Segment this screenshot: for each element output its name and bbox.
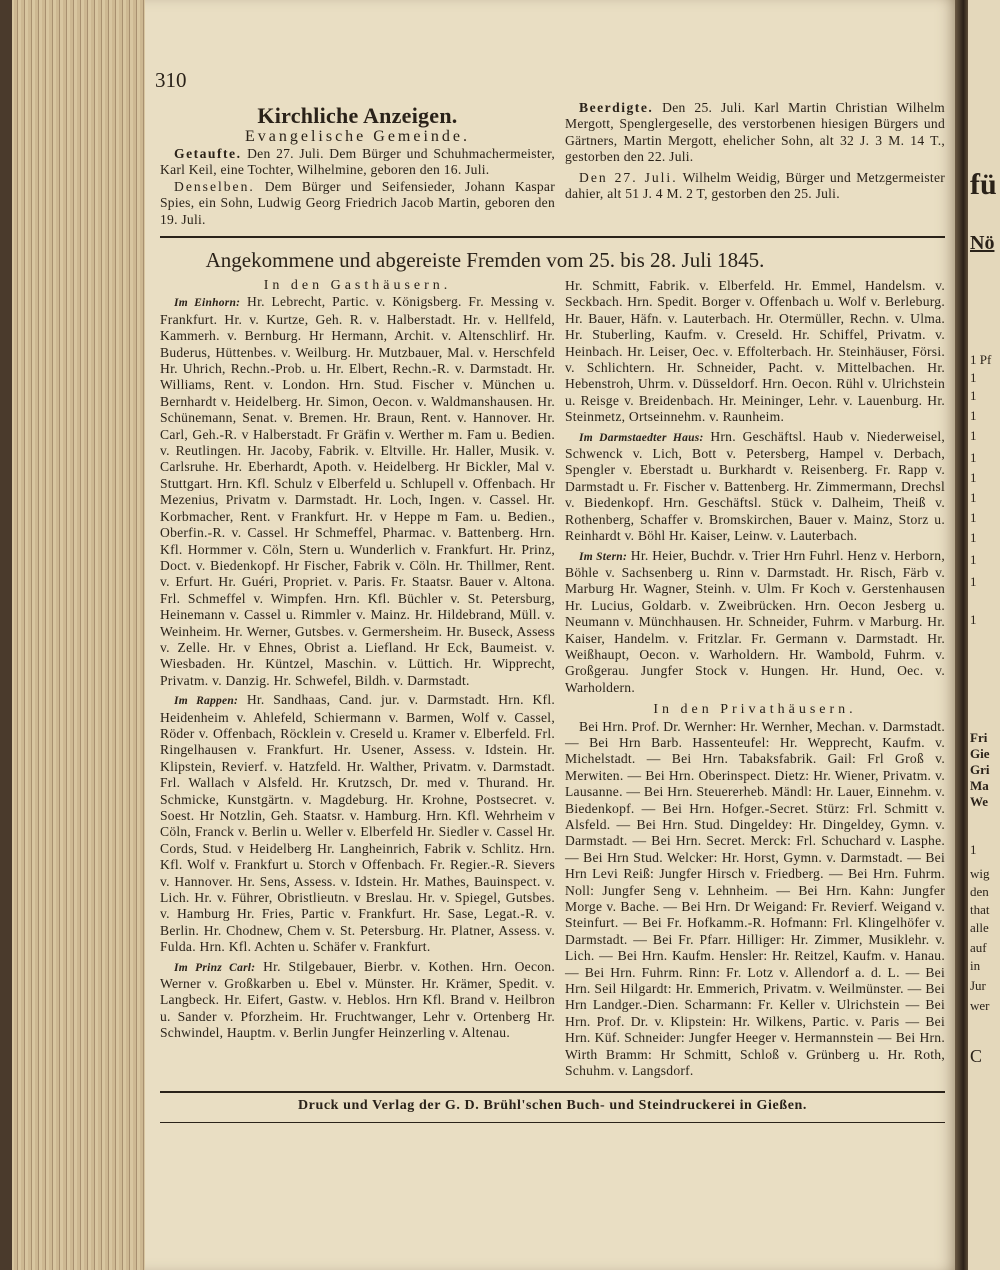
inn-guests: Hr. Lebrecht, Partic. v. Königsberg. Fr. Messing v. Frankfurt. Hr. v. Kurtze, Geh. R. v. Halberstadt. Hr. v. Hellfeld, Kammerh. v. Bernburg. Hr Hermann, Archit. v. Altenschlirf. Hr. Buderus, Hüttenbes. v. Weilburg. Hr. Mutzbauer, Mal. v. Herschfeld Hr. Uhrich, Rechn.-Prob. u. Hr. Elbert, Rechn.-R. v. Darmstadt. Hr. Williams, Rent. v. London. Hrn. Stud. Fischer v. München u. Bernhardt v. Heidelberg. Hr. Simon, Oecon. v. Waldmanshausen. Hr. Schünemann, Senat. v. Bremen. Hr. Braun, Rent. v. Hannover. Hr. Carl, Geh.-R. v Halberstadt. Fr Gräfin v. Werther m. Fam u. Bedien. v. Reutlingen. Hr. Jacoby, Fabrik. v. Eltville. Hr. Haller, Musik. v. Carlsruhe. Hr. Eberhardt, Apoth. v. Heidelberg. Hr Bickler, Mal v. Stuttgart. Hrn. Kfl. Schulz v Elberfeld u. Schlupell v. Offenbach. Hr Mezenius, Privatm v. Darmstadt. Hr. Loch, Ingen. v. Cassel. Hr. Korbmacher, Rent. v Frankfurt. Hr. v Heppe m Fam. u. Bedien., Oberfin.-R. v. Cassel. Hr Schmeffel, Pharmac. v. Battenberg. Hrn. Kfl. Hormmer v. Cöln, Stern u. Wunderlich v. Frankfurt. Hr. Prinz, Doct. v. Biedenkopf. Hr Fischer, Fabrik v. Cöln. Hr. Thillmer, Rent. v. Erfurt. Hr. Guéri, Propriet. v. Paris. Fr. Staatsr. Bauer v. Altona. Frl. Schmeffel v. Wimpfen. Hrn. Kfl. Büchler v. St. Petersburg, Heinemann v. Cassel u. Rimmler v. Mainz. Hr. Hildebrand, Müll. v. Weinheim. Hr. Werner, Gutsbes. v. Germersheim. Hr. Buseck, Assess v. Zelle. Hr. v Ehnes, Obrist a. Liefland. Hr Eck, Baumeist. v. Wiesbaden. Hr. Küntzel, Maschin. v. Lüttich. Hr. Wipprecht, Privatm. v. Danzig. Hr. Schwefel, Bildh. v. Darmstadt. — [160, 294, 555, 688]
next-page-fragment: 1 Pf — [970, 352, 992, 367]
baptism-text: Dem Bürger und Seifensieder, Johann Kaspar Spies, ein Sohn, Ludwig Georg Friedrich Jacob Martin, geboren den 19. Juli. — [160, 178, 555, 227]
strangers-left-column — [160, 278, 555, 1042]
next-page-fragment: in — [970, 958, 981, 973]
inn-entry-darmstaedter-haus — [565, 429, 945, 545]
next-page-fragment: 1 — [970, 552, 977, 567]
inn-entry-prinz-carl — [160, 959, 555, 1042]
inn-label: Im Einhorn: — [174, 297, 241, 310]
printer-imprint: Druck und Verlag der G. D. Brühl'schen Buch- und Steindruckerei in Gießen. — [297, 1098, 808, 1113]
next-page-fragment: Gri — [970, 762, 990, 777]
burial-date-label: Den 27. Juli. — [579, 169, 678, 185]
next-page-fragment: Fri — [970, 730, 988, 745]
next-page-fragment: 1 — [970, 470, 977, 485]
next-page-fragment: 1 — [970, 612, 977, 627]
baptized-label: Getaufte. — [174, 146, 242, 161]
inn-entry-prinz-carl-cont: Hr. Schmitt, Fabrik. v. Elberfeld. Hr. Emmel, Handelsm. v. Seckbach. Hrn. Spedit. Borger v. Offenbach u. Wolf v. Berleburg. Hr. Bauer, Häfn. v. Lauterbach. Hr. Otermüller, Rechn. v. Ulma. Hr. Stuberling, Kaufm. v. Creseld. Hr. Schiffel, Privatm. v. Heinbach. Hr. Leiser, Oec. v. Effolterbach. Hr. Steinhäuser, Försi. v. Schlichtern. Hr. Schneider, Pacht. v. Mittelbachen. Hr. Hebenstroh, Uhrm. v. Düsseldorf. Hrn. Oecon. Rühl v. Ulrichstein u. Reisge v. Breidenbach. Hr. Meininger, Lehr. v. Lauenburg. Hr. Steinmetz, Ortseinnehm. v. Raunheim. — [565, 278, 945, 425]
next-page-fragment: Ma — [970, 778, 989, 793]
strangers-right-column — [565, 278, 945, 1080]
next-page-fragment: C — [970, 1046, 983, 1066]
next-page-fragment: 1 — [970, 388, 977, 403]
burial-notice — [565, 100, 945, 166]
next-page-fragment: Gie — [970, 746, 990, 761]
baptism-notice — [160, 146, 555, 179]
burial-text: Wilhelm Weidig, Bürger und Metzgermeister dahier, alt 51 J. 4 M. 2 T, gestorben den 25. Juli. — [565, 169, 946, 202]
inns-heading: In den Gasthäusern. — [263, 278, 452, 293]
burial-text: Den 25. Juli. Karl Martin Christian Wilhelm Mergott, Spenglergeselle, des verstorbenen hiesigen Bürgers und Gärtners, Martin Mergott, ehelicher Sohn, alt 32 J. 3 M. 14 T., gestorben den 22. Juli. — [565, 100, 946, 165]
footer-rule-top — [160, 1091, 945, 1093]
next-page-fragment: 1 — [970, 574, 977, 589]
next-page-fragment: that — [970, 902, 990, 917]
inn-label: Im Prinz Carl: — [174, 961, 256, 974]
next-page-fragment: den — [970, 884, 989, 899]
inn-guests: Hrn. Geschäftsl. Haub v. Niederweisel, Schwenck v. Lich, Bott v. Petersberg, Hampel v. Derbach, Spengler v. Eberstadt u. Burkhardt v. Reisenberg. Fr. Rapp v. Darmstadt u. Fr. Fischer v. Battenberg. Hr. Zimmermann, Drechsl v. Biedenkopf. Hrn. Geschäftsl. Stück v. Dalheim, Theiß v. Rothenberg, Schaffer v. Bromskirchen, Bauer v. Mainz, Storz u. Reinhardt v. Böhl Hr. Kaiser, Leinw. v. Lauterbach. — [565, 428, 945, 544]
baptism-date-label: Denselben. — [174, 178, 255, 194]
next-page-fragment: Nö — [970, 232, 995, 254]
church-notices-right — [565, 100, 945, 202]
next-page-fragment: 1 — [970, 450, 977, 465]
next-page-fragment: wig — [970, 866, 990, 881]
baptism-text: Den 27. Juli. Dem Bürger und Schuhmachermeister, Karl Keil, eine Tochter, Wilhelmine, geboren den 16. Juli. — [160, 146, 556, 178]
church-notices-title: Kirchliche Anzeigen. — [257, 103, 458, 128]
strangers-title: Angekommene und abgereiste Fremden vom 25. bis 28. Juli 1845. — [205, 248, 765, 272]
inn-entry-stern — [565, 548, 945, 697]
next-page-fragment: 1 — [970, 370, 977, 385]
church-notices-subtitle: Evangelische Gemeinde. — [244, 128, 471, 145]
next-page-fragment: 1 — [970, 842, 977, 857]
next-page-sliver — [968, 0, 1000, 1270]
inn-label: Im Stern: — [579, 550, 628, 563]
buried-label: Beerdigte. — [579, 100, 654, 115]
inn-guests: Hr. Stilgebauer, Bierbr. v. Kothen. Hrn. Oecon. Werner v. Großkarben u. Ebel v. Münster. Hr. Krämer, Spedit. v. Langbeck. Hr. Eifert, Gastw. v. Heblos. Hrn Kfl. Brand v. Heilbron u. Sander v. Pforzheim. Hr. Fruchtwanger, Lehr v. Ortenberg Hr. Schwindel, Hauptm. v. Berlin Jungfer Heinzerling v. Altenau. — [160, 958, 555, 1041]
inn-guests: Hr. Sandhaas, Cand. jur. v. Darmstadt. Hrn. Kfl. Heidenheim v. Ahlefeld, Schiermann v. Barmen, Wolf v. Cassel, Röder v. Offenbach, Röcklein v. Creseld u. Kramer v. Elberfeld. Frl. Ringelhausen v. Frankfurt. Hr. Usener, Assess. v. Idstein. Hr. Klipstein, Revierf. v. Hatzfeld. Hr. Walther, Privatm. v. Darmstadt. Frl. Wallach v Alsfeld. Hr. Krutzsch, Dr. med v. Thurand. Hr. Schmicke, Kunstgärtn. v. Magdeburg. Hr. Krohne, Postsecret. v. Soest. Hr Notzlin, Geh. Staatsr. v. Hamburg. Hrn. Kfl. Wehrheim v Cöln, Franck v. Berlin u. Weller v. Elberfeld Hr. Siedler v. Cassel Hr. Cords, Stud. v Heidelberg Hr. Langheinrich, Fabrik v. Schlitz. Hrn. Kfl. Wolf v. Frankfurt u. Storch v Offenbach. Fr. Regier.-R. Sievers v. Hannover. Hr. Sens, Assess. v. Idstein. Hr. Mathes, Bauinspect. v. Lich. Hr. v. Führer, Obristlieutn. v Breslau. Hr. v. Spiegel, Gutsbes. v. Hamburg Hr. Fries, Partic v. Frankfurt. Hr. Sase, Legat.-R. v. Berlin. Hr. Chodnew, Chem v. St. Petersburg. Hr. Platner, Assess. v. Fulda. Hrn. Kfl. Achten u. Schäfer v. Frankfurt. — [160, 692, 555, 955]
inn-label: Im Rappen: — [174, 695, 239, 708]
inn-entry-rappen — [160, 692, 555, 956]
next-page-fragment: wer — [970, 998, 990, 1013]
next-page-fragment: fü — [970, 168, 997, 201]
book-gutter — [955, 0, 969, 1270]
inn-label: Im Darmstaedter Haus: — [579, 431, 704, 444]
inn-guests: Hr. Heier, Buchdr. v. Trier Hrn Fuhrl. Henz v. Herborn, Böhle v. Sachsenberg u. Rinn v. Darmstadt. Hr. Risch, Färb v. Marburg Hr. Wagner, Steinh. v. Ulm. Fr Koch v. Gerstenhausen Hr. Lucius, Goldarb. v. Zweibrücken. Hrn. Oecon Jesberg u. Neumann v. Münchhausen. Hr. Schneider, Fuhrm. v Marburg. Hr. Kaiser, Handelm. v. Fritzlar. Fr. Germann v. Darmstadt. Hr. Weißhaupt, Oecon. v. Warholdern. Hr. Wambold, Fuhrm. v. Großgerau. Jungfer Stock v. Hungen. Hr. Hund, Oec. v. Warholdern. — [565, 547, 945, 695]
next-page-fragment: 1 — [970, 428, 977, 443]
next-page-fragment: Jur — [970, 978, 986, 993]
book-page-edges — [0, 0, 150, 1270]
private-houses-entries: Bei Hrn. Prof. Dr. Wernher: Hr. Wernher, Mechan. v. Darmstadt. — Bei Hrn Barb. Hassenteufel: Hr. Wepprecht, Kaufm. v. Michelstadt. — Bei Hrn. Tabaksfabrik. Gail: Frl Groß v. Merwiten. — Bei Hrn. Oberinspect. Dietz: Hr. Wiener, Privatm. v. Lausanne. — Bei Hrn. Steuererheb. Mändl: Hr. Lauer, Einnehm. v. Biedenkopf. — Bei Hrn. Hofger.-Secret. Stürz: Frl. Schmitt v. Alsfeld. — Bei Hrn. Stud. Dingeldey: Hr. Dingeldey, Gymn. v. Darmstadt. — Bei Hrn. Secret. Merck: Frl. Schuchard v. Lasphe. — Bei Hrn Stud. Welcker: Hr. Horst, Gymn. v. Darmstadt. — Bei Hrn Levi Reiß: Jungfer Hirsch v. Friedberg. — Bei Hrn. Fuhrm. Noll: Jungfer Seng v. Lehnheim. — Bei Hrn. Kahn: Jungfer Morge v. Bache. — Bei Hrn. Dr Weigand: Fr. Revierf. Weigand v. Steinfurt. — Bei Fr. Hofkamm.-R. Hofmann: Frl. Klingelhöfer v. Darmstadt. — Bei Fr. Pfarr. Hilliger: Hr. Zimmer, Musiklehr. v. Lich. — Bei Hrn. Kaufm. Hensler: Hr. Reitzel, Kaufm. v. Hanau. — Bei Hrn. Fuhrm. Rinn: Fr. Lotz v. Allendorf a. d. L. — Bei Hrn. Seil Hilgardt: Hr. Emmerich, Privatm. v. Weilmünster. — Bei Hrn Landger.-Dien. Scharmann: Fr. Keller v. Ulrichstein — Bei Hrn. Prof. Dr. v. Klipstein: Hr. Wilkens, Partic. v. Paris — Bei Hrn. Küf. Schneider: Jungfer Heeger v. Hermannstein — Bei Hrn. Wirth Bramm: Hr Schmitt, Schloß v. Grünberg u. Hr. Roth, Schuhm. v. Langsdorf. — [565, 718, 945, 1079]
next-page-fragment: auf — [970, 940, 987, 955]
next-page-fragment: 1 — [970, 510, 977, 525]
burial-notice — [565, 170, 945, 203]
page-number: 310 — [155, 68, 187, 92]
next-page-fragment: We — [970, 794, 989, 809]
next-page-fragment: 1 — [970, 490, 977, 505]
private-houses-heading: In den Privathäusern. — [653, 702, 857, 718]
next-page-fragment: 1 — [970, 530, 977, 545]
church-notices-left — [160, 104, 555, 228]
baptism-notice — [160, 179, 555, 228]
inn-entry-einhorn — [160, 294, 555, 689]
next-page-fragment: alle — [970, 920, 989, 935]
footer-rule-bottom — [160, 1122, 945, 1123]
divider-rule — [160, 236, 945, 238]
next-page-fragment: 1 — [970, 408, 977, 423]
